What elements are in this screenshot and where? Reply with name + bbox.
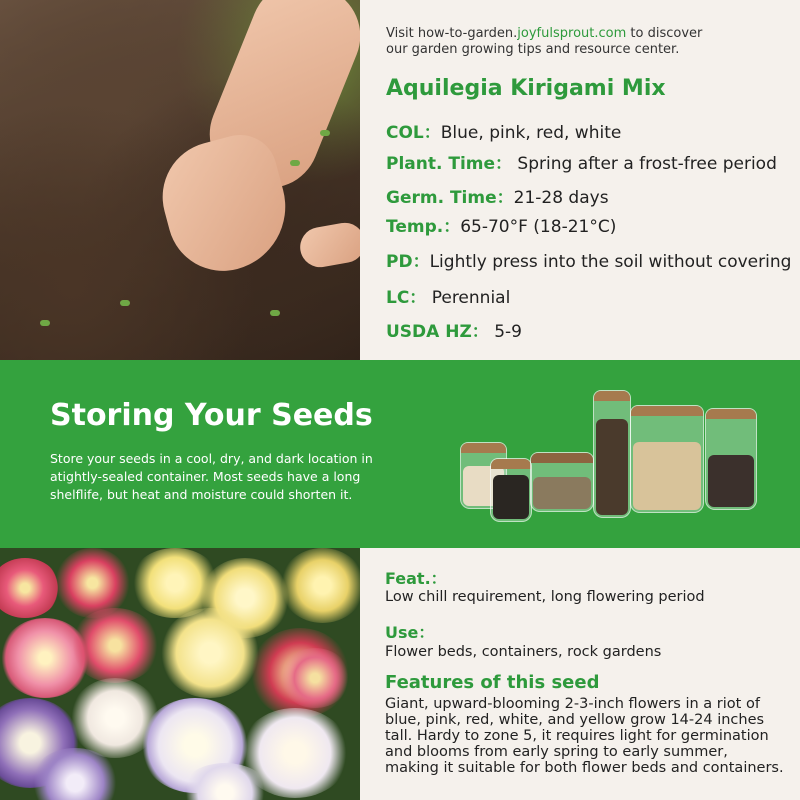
brand-link[interactable]: joyfulsprout.com bbox=[517, 26, 627, 41]
sprout bbox=[320, 130, 330, 136]
visit-note bbox=[386, 26, 702, 58]
soil-sowing-photo bbox=[0, 0, 360, 360]
row-value: Perennial bbox=[426, 288, 511, 308]
info-row-color bbox=[386, 118, 621, 143]
visit-line2: our garden growing tips and resource center. bbox=[386, 42, 680, 57]
row-key: COL： bbox=[386, 123, 441, 143]
row-value: 65-70°F (18-21°C) bbox=[460, 217, 617, 237]
seed-jar bbox=[630, 405, 704, 513]
feat-text: Low chill requirement, long flowering period bbox=[385, 589, 705, 605]
product-title: Aquilegia Kirigami Mix bbox=[386, 76, 666, 101]
visit-prefix: Visit how-to-garden. bbox=[386, 26, 518, 41]
use-text: Flower beds, containers, rock gardens bbox=[385, 644, 662, 660]
storing-band bbox=[0, 360, 800, 548]
columbine-flowers-photo bbox=[0, 548, 360, 800]
row-key: USDA HZ： bbox=[386, 322, 489, 342]
row-key: Germ. Time： bbox=[386, 188, 514, 208]
row-key: Temp.： bbox=[386, 217, 461, 237]
sprout bbox=[120, 300, 130, 306]
info-row-planting-depth bbox=[386, 247, 791, 272]
sprout bbox=[290, 160, 300, 166]
storing-text: Store your seeds in a cool, dry, and dark location in atightly-sealed container. Most seeds have a long shelflife, but heat and moisture could shorten it. bbox=[50, 451, 373, 502]
features-section bbox=[360, 548, 800, 800]
row-value: Blue, pink, red, white bbox=[440, 123, 622, 143]
other-hand-fingers bbox=[297, 220, 360, 271]
storing-title: Storing Your Seeds bbox=[50, 398, 373, 433]
info-row-germ-time bbox=[386, 183, 609, 208]
seed-jar bbox=[705, 408, 757, 510]
features-text: Giant, upward-blooming 2-3-inch flowers in a riot of blue, pink, red, white, and yellow grow 14-24 inches tall. Hardy to zone 5, it requires light for germination and blooms from early spring to early summer, making it suitable for both flower beds and containers. bbox=[385, 696, 784, 776]
row-key: LC： bbox=[386, 288, 427, 308]
visit-suffix: to discover bbox=[626, 26, 703, 41]
info-row-plant-time bbox=[386, 149, 777, 174]
row-value: Spring after a frost-free period bbox=[512, 154, 777, 174]
use-heading: Use： bbox=[385, 623, 435, 642]
sprout bbox=[270, 310, 280, 316]
info-row-life-cycle bbox=[386, 283, 510, 308]
row-value: Lightly press into the soil without covering bbox=[429, 252, 792, 272]
row-key: Plant. Time： bbox=[386, 154, 513, 174]
features-heading: Features of this seed bbox=[385, 672, 600, 693]
product-info bbox=[360, 0, 800, 360]
feat-heading: Feat.： bbox=[385, 569, 447, 588]
seed-jar bbox=[490, 458, 532, 522]
row-value: 5-9 bbox=[488, 322, 522, 342]
seed-jar bbox=[593, 390, 631, 518]
seed-jar bbox=[530, 452, 594, 512]
row-value: 21-28 days bbox=[513, 188, 609, 208]
info-row-temperature bbox=[386, 212, 616, 237]
sprout bbox=[40, 320, 50, 326]
row-key: PD： bbox=[386, 252, 430, 272]
info-row-usda-zone bbox=[386, 317, 522, 342]
